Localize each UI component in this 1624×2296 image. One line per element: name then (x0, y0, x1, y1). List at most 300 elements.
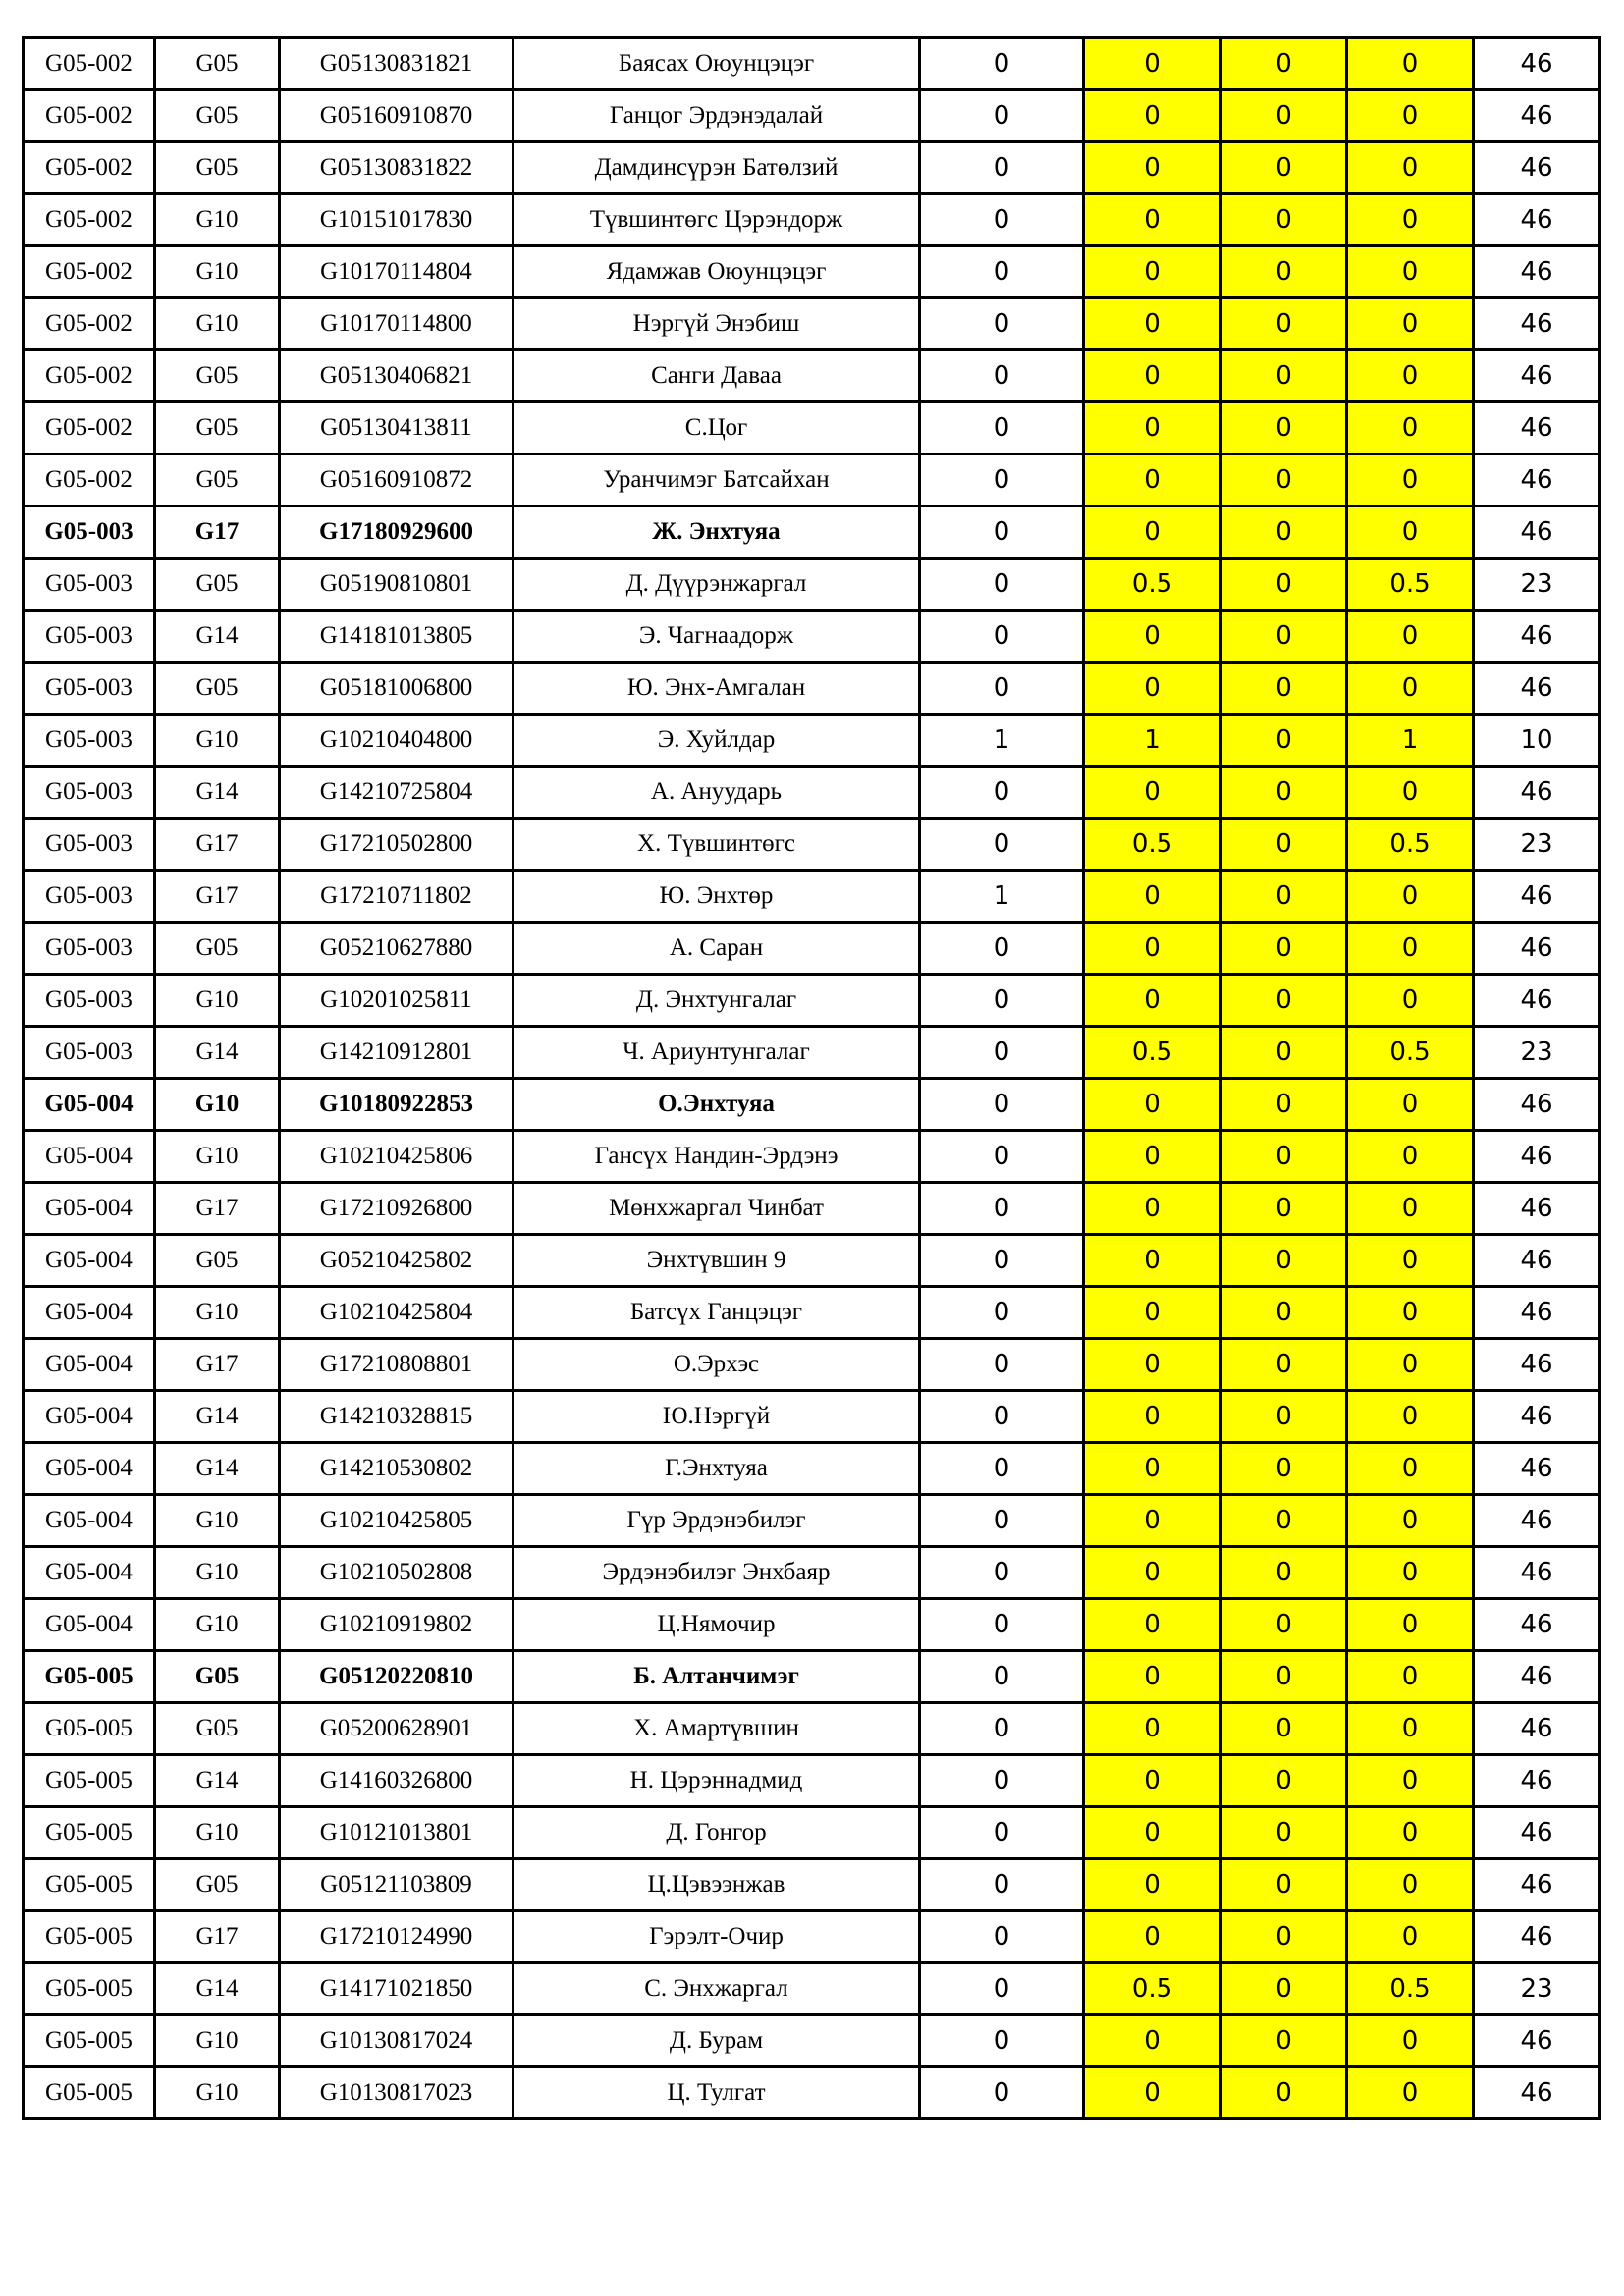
value-3-cell: 0 (1221, 871, 1347, 923)
code-cell: G10 (155, 1131, 280, 1183)
value-2-cell: 0 (1084, 1599, 1221, 1651)
id-cell: G10170114804 (280, 246, 514, 298)
id-cell: G05130406821 (280, 350, 514, 402)
name-cell: Д. Энхтунгалаг (514, 975, 920, 1027)
value-5-cell: 46 (1474, 1911, 1600, 1963)
value-1-cell: 0 (920, 1911, 1084, 1963)
id-cell: G10210425805 (280, 1495, 514, 1547)
value-4-cell: 0 (1347, 1807, 1474, 1859)
code-cell: G10 (155, 1495, 280, 1547)
value-4-cell: 0 (1347, 402, 1474, 454)
table-row (24, 1755, 1600, 1807)
value-3-cell: 0 (1221, 1963, 1347, 2015)
value-5-cell: 46 (1474, 1131, 1600, 1183)
id-cell: G14171021850 (280, 1963, 514, 2015)
value-1-cell: 0 (920, 1079, 1084, 1131)
value-3-cell: 0 (1221, 1911, 1347, 1963)
code-cell: G14 (155, 1027, 280, 1079)
value-1-cell: 0 (920, 194, 1084, 246)
id-cell: G14210725804 (280, 767, 514, 819)
group-cell: G05-002 (24, 298, 155, 350)
value-5-cell: 46 (1474, 298, 1600, 350)
id-cell: G14210912801 (280, 1027, 514, 1079)
value-4-cell: 0 (1347, 2015, 1474, 2067)
id-cell: G05200628901 (280, 1703, 514, 1755)
code-cell: G05 (155, 1235, 280, 1287)
name-cell: Ж. Энхтуяа (514, 507, 920, 559)
id-cell: G05190810801 (280, 559, 514, 611)
value-4-cell: 0 (1347, 2067, 1474, 2119)
code-cell: G14 (155, 611, 280, 663)
id-cell: G10180922853 (280, 1079, 514, 1131)
name-cell: Гүр Эрдэнэбилэг (514, 1495, 920, 1547)
code-cell: G14 (155, 1391, 280, 1443)
value-5-cell: 46 (1474, 402, 1600, 454)
table-row (24, 2015, 1600, 2067)
code-cell: G17 (155, 819, 280, 871)
table-row (24, 142, 1600, 194)
value-5-cell: 46 (1474, 1391, 1600, 1443)
value-4-cell: 0 (1347, 1495, 1474, 1547)
name-cell: Ядамжав Оюунцэцэг (514, 246, 920, 298)
name-cell: Нэргүй Энэбиш (514, 298, 920, 350)
value-1-cell: 0 (920, 1859, 1084, 1911)
value-4-cell: 0 (1347, 454, 1474, 507)
value-1-cell: 0 (920, 2067, 1084, 2119)
value-4-cell: 0 (1347, 142, 1474, 194)
value-3-cell: 0 (1221, 819, 1347, 871)
value-2-cell: 0 (1084, 1651, 1221, 1703)
name-cell: С. Энхжаргал (514, 1963, 920, 2015)
id-cell: G17210711802 (280, 871, 514, 923)
group-cell: G05-004 (24, 1339, 155, 1391)
value-3-cell: 0 (1221, 1183, 1347, 1235)
id-cell: G10130817023 (280, 2067, 514, 2119)
value-4-cell: 0 (1347, 298, 1474, 350)
table-row (24, 1495, 1600, 1547)
value-3-cell: 0 (1221, 715, 1347, 767)
value-5-cell: 46 (1474, 507, 1600, 559)
value-4-cell: 0 (1347, 1703, 1474, 1755)
group-cell: G05-003 (24, 663, 155, 715)
value-4-cell: 0 (1347, 1755, 1474, 1807)
value-4-cell: 0 (1347, 1183, 1474, 1235)
name-cell: О.Эрхэс (514, 1339, 920, 1391)
code-cell: G17 (155, 871, 280, 923)
group-cell: G05-003 (24, 715, 155, 767)
code-cell: G05 (155, 90, 280, 142)
value-1-cell: 0 (920, 454, 1084, 507)
value-3-cell: 0 (1221, 38, 1347, 90)
code-cell: G10 (155, 246, 280, 298)
code-cell: G10 (155, 1807, 280, 1859)
value-2-cell: 0 (1084, 1183, 1221, 1235)
value-2-cell: 0 (1084, 1703, 1221, 1755)
name-cell: Гансүх Нандин-Эрдэнэ (514, 1131, 920, 1183)
code-cell: G17 (155, 1183, 280, 1235)
name-cell: Г.Энхтуяа (514, 1443, 920, 1495)
value-3-cell: 0 (1221, 559, 1347, 611)
value-3-cell: 0 (1221, 2067, 1347, 2119)
value-1-cell: 0 (920, 1547, 1084, 1599)
value-5-cell: 23 (1474, 1027, 1600, 1079)
group-cell: G05-004 (24, 1131, 155, 1183)
value-5-cell: 46 (1474, 1079, 1600, 1131)
group-cell: G05-005 (24, 1963, 155, 2015)
name-cell: Уранчимэг Батсайхан (514, 454, 920, 507)
name-cell: Мөнхжаргал Чинбат (514, 1183, 920, 1235)
group-cell: G05-004 (24, 1599, 155, 1651)
group-cell: G05-002 (24, 246, 155, 298)
group-cell: G05-004 (24, 1079, 155, 1131)
value-4-cell: 0 (1347, 1391, 1474, 1443)
value-1-cell: 0 (920, 611, 1084, 663)
value-1-cell: 0 (920, 90, 1084, 142)
table-row (24, 1807, 1600, 1859)
value-2-cell: 0 (1084, 975, 1221, 1027)
code-cell: G05 (155, 923, 280, 975)
group-cell: G05-004 (24, 1495, 155, 1547)
group-cell: G05-002 (24, 350, 155, 402)
id-cell: G05121103809 (280, 1859, 514, 1911)
value-1-cell: 0 (920, 142, 1084, 194)
table-row (24, 1131, 1600, 1183)
value-3-cell: 0 (1221, 194, 1347, 246)
name-cell: Гэрэлт-Очир (514, 1911, 920, 1963)
value-5-cell: 46 (1474, 2067, 1600, 2119)
value-2-cell: 0 (1084, 298, 1221, 350)
group-cell: G05-004 (24, 1391, 155, 1443)
id-cell: G05160910872 (280, 454, 514, 507)
code-cell: G10 (155, 1599, 280, 1651)
group-cell: G05-002 (24, 90, 155, 142)
value-2-cell: 0 (1084, 871, 1221, 923)
value-5-cell: 46 (1474, 1755, 1600, 1807)
table-row (24, 350, 1600, 402)
id-cell: G10121013801 (280, 1807, 514, 1859)
table-row (24, 246, 1600, 298)
group-cell: G05-004 (24, 1547, 155, 1599)
table-row (24, 38, 1600, 90)
value-5-cell: 23 (1474, 559, 1600, 611)
value-5-cell: 46 (1474, 246, 1600, 298)
value-2-cell: 0 (1084, 454, 1221, 507)
id-cell: G10210425804 (280, 1287, 514, 1339)
code-cell: G10 (155, 2015, 280, 2067)
value-3-cell: 0 (1221, 1547, 1347, 1599)
value-3-cell: 0 (1221, 2015, 1347, 2067)
value-5-cell: 46 (1474, 767, 1600, 819)
code-cell: G10 (155, 194, 280, 246)
group-cell: G05-003 (24, 611, 155, 663)
value-2-cell: 0 (1084, 1547, 1221, 1599)
value-3-cell: 0 (1221, 1859, 1347, 1911)
value-3-cell: 0 (1221, 454, 1347, 507)
name-cell: Д. Бурам (514, 2015, 920, 2067)
code-cell: G10 (155, 298, 280, 350)
value-3-cell: 0 (1221, 1651, 1347, 1703)
value-4-cell: 0 (1347, 1547, 1474, 1599)
name-cell: Батсүх Ганцэцэг (514, 1287, 920, 1339)
group-cell: G05-002 (24, 142, 155, 194)
value-4-cell: 0 (1347, 871, 1474, 923)
value-2-cell: 0 (1084, 923, 1221, 975)
value-1-cell: 0 (920, 1963, 1084, 2015)
value-4-cell: 0 (1347, 767, 1474, 819)
value-2-cell: 0.5 (1084, 819, 1221, 871)
value-1-cell: 0 (920, 923, 1084, 975)
code-cell: G05 (155, 38, 280, 90)
value-5-cell: 46 (1474, 975, 1600, 1027)
value-2-cell: 0 (1084, 1235, 1221, 1287)
value-1-cell: 0 (920, 767, 1084, 819)
name-cell: Х. Түвшинтөгс (514, 819, 920, 871)
value-1-cell: 0 (920, 1287, 1084, 1339)
group-cell: G05-005 (24, 1651, 155, 1703)
table-row (24, 1703, 1600, 1755)
group-cell: G05-004 (24, 1287, 155, 1339)
table-row (24, 1339, 1600, 1391)
value-4-cell: 0 (1347, 1235, 1474, 1287)
value-1-cell: 0 (920, 1755, 1084, 1807)
value-4-cell: 0.5 (1347, 819, 1474, 871)
value-3-cell: 0 (1221, 1079, 1347, 1131)
value-5-cell: 46 (1474, 142, 1600, 194)
value-4-cell: 0.5 (1347, 559, 1474, 611)
value-4-cell: 0 (1347, 38, 1474, 90)
table-row (24, 1235, 1600, 1287)
value-2-cell: 0 (1084, 246, 1221, 298)
id-cell: G05130413811 (280, 402, 514, 454)
value-4-cell: 0 (1347, 1287, 1474, 1339)
value-4-cell: 0 (1347, 611, 1474, 663)
value-1-cell: 0 (920, 1703, 1084, 1755)
table-row (24, 1859, 1600, 1911)
code-cell: G05 (155, 402, 280, 454)
table-row (24, 1079, 1600, 1131)
value-1-cell: 0 (920, 975, 1084, 1027)
value-1-cell: 0 (920, 663, 1084, 715)
value-5-cell: 46 (1474, 1183, 1600, 1235)
name-cell: Баясах Оюунцэцэг (514, 38, 920, 90)
name-cell: А. Саран (514, 923, 920, 975)
value-4-cell: 0 (1347, 1859, 1474, 1911)
code-cell: G05 (155, 663, 280, 715)
id-cell: G10151017830 (280, 194, 514, 246)
name-cell: Ю. Энх-Амгалан (514, 663, 920, 715)
id-cell: G14181013805 (280, 611, 514, 663)
value-2-cell: 0 (1084, 142, 1221, 194)
group-cell: G05-004 (24, 1235, 155, 1287)
id-cell: G17210808801 (280, 1339, 514, 1391)
group-cell: G05-003 (24, 975, 155, 1027)
table-row (24, 194, 1600, 246)
value-2-cell: 0 (1084, 1495, 1221, 1547)
value-4-cell: 0 (1347, 350, 1474, 402)
value-1-cell: 0 (920, 298, 1084, 350)
value-5-cell: 46 (1474, 454, 1600, 507)
name-cell: Ч. Ариунтунгалаг (514, 1027, 920, 1079)
code-cell: G05 (155, 1703, 280, 1755)
id-cell: G05130831822 (280, 142, 514, 194)
value-5-cell: 46 (1474, 663, 1600, 715)
name-cell: Ц.Нямочир (514, 1599, 920, 1651)
code-cell: G10 (155, 2067, 280, 2119)
value-4-cell: 0.5 (1347, 1963, 1474, 2015)
value-1-cell: 0 (920, 350, 1084, 402)
value-4-cell: 0 (1347, 1443, 1474, 1495)
value-3-cell: 0 (1221, 1235, 1347, 1287)
group-cell: G05-004 (24, 1183, 155, 1235)
group-cell: G05-005 (24, 2015, 155, 2067)
table-row (24, 1183, 1600, 1235)
group-cell: G05-003 (24, 819, 155, 871)
id-cell: G05120220810 (280, 1651, 514, 1703)
name-cell: С.Цог (514, 402, 920, 454)
value-2-cell: 0 (1084, 402, 1221, 454)
value-5-cell: 46 (1474, 350, 1600, 402)
name-cell: Ц. Тулгат (514, 2067, 920, 2119)
value-2-cell: 0 (1084, 194, 1221, 246)
value-3-cell: 0 (1221, 1755, 1347, 1807)
value-3-cell: 0 (1221, 1443, 1347, 1495)
value-4-cell: 0.5 (1347, 1027, 1474, 1079)
value-2-cell: 0.5 (1084, 559, 1221, 611)
value-3-cell: 0 (1221, 402, 1347, 454)
id-cell: G17210926800 (280, 1183, 514, 1235)
value-5-cell: 46 (1474, 194, 1600, 246)
value-5-cell: 46 (1474, 1859, 1600, 1911)
value-2-cell: 0 (1084, 1859, 1221, 1911)
table-row (24, 1599, 1600, 1651)
value-5-cell: 46 (1474, 923, 1600, 975)
value-1-cell: 0 (920, 1495, 1084, 1547)
value-3-cell: 0 (1221, 767, 1347, 819)
id-cell: G14160326800 (280, 1755, 514, 1807)
code-cell: G10 (155, 715, 280, 767)
code-cell: G05 (155, 142, 280, 194)
table-row (24, 2067, 1600, 2119)
code-cell: G05 (155, 350, 280, 402)
group-cell: G05-003 (24, 559, 155, 611)
code-cell: G05 (155, 454, 280, 507)
table-row (24, 402, 1600, 454)
name-cell: Ю. Энхтөр (514, 871, 920, 923)
value-1-cell: 0 (920, 1807, 1084, 1859)
value-1-cell: 0 (920, 246, 1084, 298)
value-5-cell: 10 (1474, 715, 1600, 767)
value-5-cell: 46 (1474, 1339, 1600, 1391)
group-cell: G05-005 (24, 1859, 155, 1911)
value-2-cell: 0 (1084, 767, 1221, 819)
id-cell: G10201025811 (280, 975, 514, 1027)
value-1-cell: 1 (920, 715, 1084, 767)
table-body (24, 38, 1600, 2119)
name-cell: Ю.Нэргүй (514, 1391, 920, 1443)
table-row (24, 1287, 1600, 1339)
value-1-cell: 0 (920, 819, 1084, 871)
value-5-cell: 46 (1474, 611, 1600, 663)
name-cell: Эрдэнэбилэг Энхбаяр (514, 1547, 920, 1599)
id-cell: G10210425806 (280, 1131, 514, 1183)
code-cell: G10 (155, 1547, 280, 1599)
table-row (24, 507, 1600, 559)
code-cell: G10 (155, 1079, 280, 1131)
table-row (24, 871, 1600, 923)
name-cell: Х. Амартүвшин (514, 1703, 920, 1755)
value-2-cell: 0 (1084, 2015, 1221, 2067)
id-cell: G05181006800 (280, 663, 514, 715)
id-cell: G17210502800 (280, 819, 514, 871)
id-cell: G10210502808 (280, 1547, 514, 1599)
value-1-cell: 0 (920, 1235, 1084, 1287)
value-1-cell: 0 (920, 507, 1084, 559)
id-cell: G17180929600 (280, 507, 514, 559)
name-cell: Д. Дүүрэнжаргал (514, 559, 920, 611)
table-row (24, 454, 1600, 507)
id-cell: G14210328815 (280, 1391, 514, 1443)
code-cell: G17 (155, 1339, 280, 1391)
value-3-cell: 0 (1221, 1287, 1347, 1339)
value-3-cell: 0 (1221, 142, 1347, 194)
value-2-cell: 0 (1084, 1287, 1221, 1339)
value-1-cell: 0 (920, 1131, 1084, 1183)
value-5-cell: 46 (1474, 38, 1600, 90)
results-table (22, 36, 1601, 2120)
value-5-cell: 46 (1474, 90, 1600, 142)
id-cell: G17210124990 (280, 1911, 514, 1963)
name-cell: Ганцог Эрдэнэдалай (514, 90, 920, 142)
table-row (24, 559, 1600, 611)
value-3-cell: 0 (1221, 298, 1347, 350)
value-2-cell: 0 (1084, 1079, 1221, 1131)
table-row (24, 90, 1600, 142)
value-1-cell: 0 (920, 38, 1084, 90)
group-cell: G05-005 (24, 2067, 155, 2119)
value-1-cell: 0 (920, 402, 1084, 454)
value-2-cell: 0 (1084, 1391, 1221, 1443)
group-cell: G05-003 (24, 1027, 155, 1079)
value-1-cell: 0 (920, 1443, 1084, 1495)
value-3-cell: 0 (1221, 1703, 1347, 1755)
code-cell: G14 (155, 1755, 280, 1807)
value-5-cell: 46 (1474, 1287, 1600, 1339)
value-5-cell: 46 (1474, 1599, 1600, 1651)
value-3-cell: 0 (1221, 507, 1347, 559)
value-3-cell: 0 (1221, 1495, 1347, 1547)
group-cell: G05-005 (24, 1755, 155, 1807)
value-3-cell: 0 (1221, 1131, 1347, 1183)
code-cell: G10 (155, 1287, 280, 1339)
code-cell: G14 (155, 767, 280, 819)
id-cell: G05160910870 (280, 90, 514, 142)
code-cell: G05 (155, 1651, 280, 1703)
value-2-cell: 0.5 (1084, 1963, 1221, 2015)
code-cell: G05 (155, 559, 280, 611)
value-2-cell: 0 (1084, 350, 1221, 402)
table-row (24, 663, 1600, 715)
value-3-cell: 0 (1221, 1391, 1347, 1443)
table-row (24, 715, 1600, 767)
id-cell: G10210404800 (280, 715, 514, 767)
id-cell: G14210530802 (280, 1443, 514, 1495)
value-5-cell: 46 (1474, 1235, 1600, 1287)
group-cell: G05-005 (24, 1703, 155, 1755)
value-5-cell: 46 (1474, 871, 1600, 923)
id-cell: G10170114800 (280, 298, 514, 350)
value-1-cell: 0 (920, 559, 1084, 611)
value-4-cell: 0 (1347, 1599, 1474, 1651)
